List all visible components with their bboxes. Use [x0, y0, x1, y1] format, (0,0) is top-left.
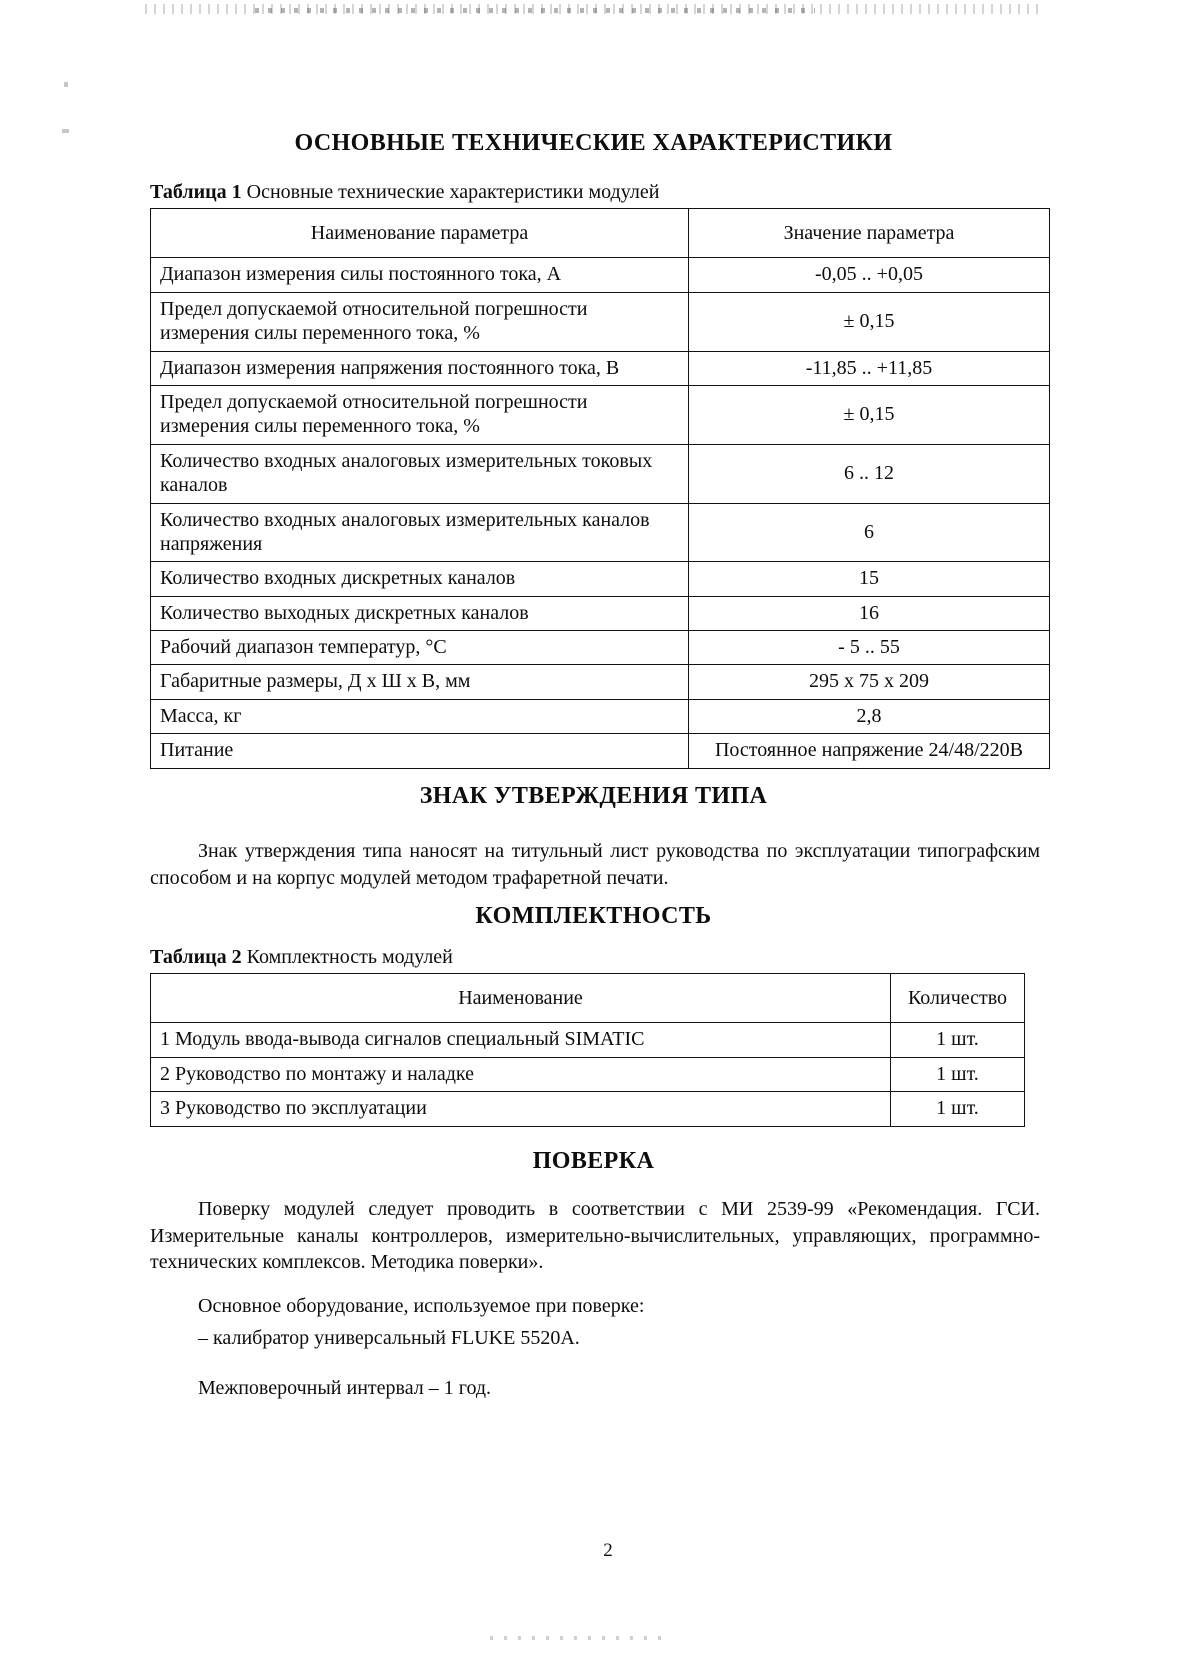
- page-number: [0, 1540, 1187, 1562]
- table-2-row-value: 1 шт.: [891, 1092, 1025, 1126]
- table-row: [151, 699, 1050, 733]
- table-2-row-name: 3 Руководство по эксплуатации: [151, 1092, 891, 1126]
- table-2-row-value: 1 шт.: [891, 1023, 1025, 1057]
- table-1-row-name: Масса, кг: [151, 699, 689, 733]
- table-1-row-value: -11,85 .. +11,85: [689, 351, 1050, 385]
- table-row: [151, 562, 1050, 596]
- table-row: [151, 258, 1050, 292]
- scan-artifact-top: [145, 4, 1045, 14]
- table-2-caption-label: Таблица 2: [150, 946, 242, 968]
- table-row: [151, 631, 1050, 665]
- table-row: [151, 1023, 1025, 1057]
- table-row: [151, 444, 1050, 503]
- table-1-caption-text: Основные технические характеристики модулей: [246, 181, 660, 203]
- table-1-caption-label: Таблица 1: [150, 181, 242, 203]
- table-header-row: [151, 974, 1025, 1023]
- table-1-header-name: Наименование параметра: [151, 209, 689, 258]
- table-1-row-value: ± 0,15: [689, 292, 1050, 351]
- table-1-row-name: Предел допускаемой относительной погрешности измерения силы переменного тока, %: [151, 385, 689, 444]
- verification-equipment-label: Основное оборудование, используемое при поверке:: [198, 1295, 645, 1317]
- table-1-row-name: Рабочий диапазон температур, °С: [151, 631, 689, 665]
- table-row: [151, 1092, 1025, 1126]
- table-1-row-value: 6 .. 12: [689, 444, 1050, 503]
- table-1-row-value: 295 х 75 х 209: [689, 665, 1050, 699]
- type-mark-paragraph: Знак утверждения типа наносят на титульный лист руководства по эксплуатации типографским способом и на корпус модулей методом трафаретной печати.: [150, 840, 1040, 889]
- table-1-row-value: -0,05 .. +0,05: [689, 258, 1050, 292]
- table-2-row-value: 1 шт.: [891, 1057, 1025, 1091]
- table-row: [151, 596, 1050, 630]
- table-1-row-name: Количество входных аналоговых измерительных каналов напряжения: [151, 503, 689, 562]
- table-row: [151, 1057, 1025, 1091]
- table-1-row-value: 2,8: [689, 699, 1050, 733]
- table-1-row-name: Предел допускаемой относительной погрешности измерения силы переменного тока, %: [151, 292, 689, 351]
- verification-interval: Межповерочный интервал – 1 год.: [198, 1377, 492, 1399]
- table-1-row-name: Питание: [151, 734, 689, 768]
- verification-paragraph: Поверку модулей следует проводить в соответствии с МИ 2539-99 «Рекомендация. ГСИ. Измерительные каналы контроллеров, измерительно-вычислительных, управляющих, программно-технических комплексов. Методика поверки».: [150, 1198, 1040, 1274]
- table-row: [151, 665, 1050, 699]
- table-2-header-value: Количество: [891, 974, 1025, 1023]
- table-row: [151, 734, 1050, 768]
- table-1-row-value: 16: [689, 596, 1050, 630]
- section-heading-completeness: КОМПЛЕКТНОСТЬ: [475, 903, 712, 929]
- table-1-row-name: Диапазон измерения силы постоянного тока, А: [151, 258, 689, 292]
- table-1-row-name: Количество входных аналоговых измерительных токовых каналов: [151, 444, 689, 503]
- table-2-row-name: 2 Руководство по монтажу и наладке: [151, 1057, 891, 1091]
- table-1-row-value: 15: [689, 562, 1050, 596]
- table-row: [151, 292, 1050, 351]
- table-1-row-value: 6: [689, 503, 1050, 562]
- section-heading-type-mark: ЗНАК УТВЕРЖДЕНИЯ ТИПА: [419, 783, 768, 809]
- scan-speck: [64, 82, 68, 87]
- table-1-row-value: Постоянное напряжение 24/48/220В: [689, 734, 1050, 768]
- table-1-row-name: Количество входных дискретных каналов: [151, 562, 689, 596]
- section-heading-verification: ПОВЕРКА: [532, 1148, 655, 1174]
- table-2-header-name: Наименование: [151, 974, 891, 1023]
- table-1-row-value: - 5 .. 55: [689, 631, 1050, 665]
- specs-table: [150, 208, 1050, 769]
- table-header-row: [151, 209, 1050, 258]
- completeness-table: [150, 973, 1025, 1127]
- table-row: [151, 503, 1050, 562]
- table-1-caption: [150, 180, 659, 205]
- table-row: [151, 385, 1050, 444]
- table-1-row-name: Диапазон измерения напряжения постоянного тока, В: [151, 351, 689, 385]
- table-row: [151, 351, 1050, 385]
- verification-equipment-item: – калибратор универсальный FLUKE 5520A.: [198, 1327, 580, 1349]
- page-title-specs: ОСНОВНЫЕ ТЕХНИЧЕСКИЕ ХАРАКТЕРИСТИКИ: [294, 130, 893, 156]
- table-1-row-name: Габаритные размеры, Д х Ш х В, мм: [151, 665, 689, 699]
- table-2-caption-text: Комплектность модулей: [246, 946, 453, 968]
- scan-artifact-top-2: [255, 8, 815, 13]
- page-number-value: 2: [603, 1540, 613, 1561]
- table-2-row-name: 1 Модуль ввода-вывода сигналов специальный SIMATIC: [151, 1023, 891, 1057]
- table-1-row-value: ± 0,15: [689, 385, 1050, 444]
- scan-artifact-bottom: [490, 1636, 670, 1640]
- table-1-header-value: Значение параметра: [689, 209, 1050, 258]
- table-1-row-name: Количество выходных дискретных каналов: [151, 596, 689, 630]
- table-2-caption: [150, 945, 453, 970]
